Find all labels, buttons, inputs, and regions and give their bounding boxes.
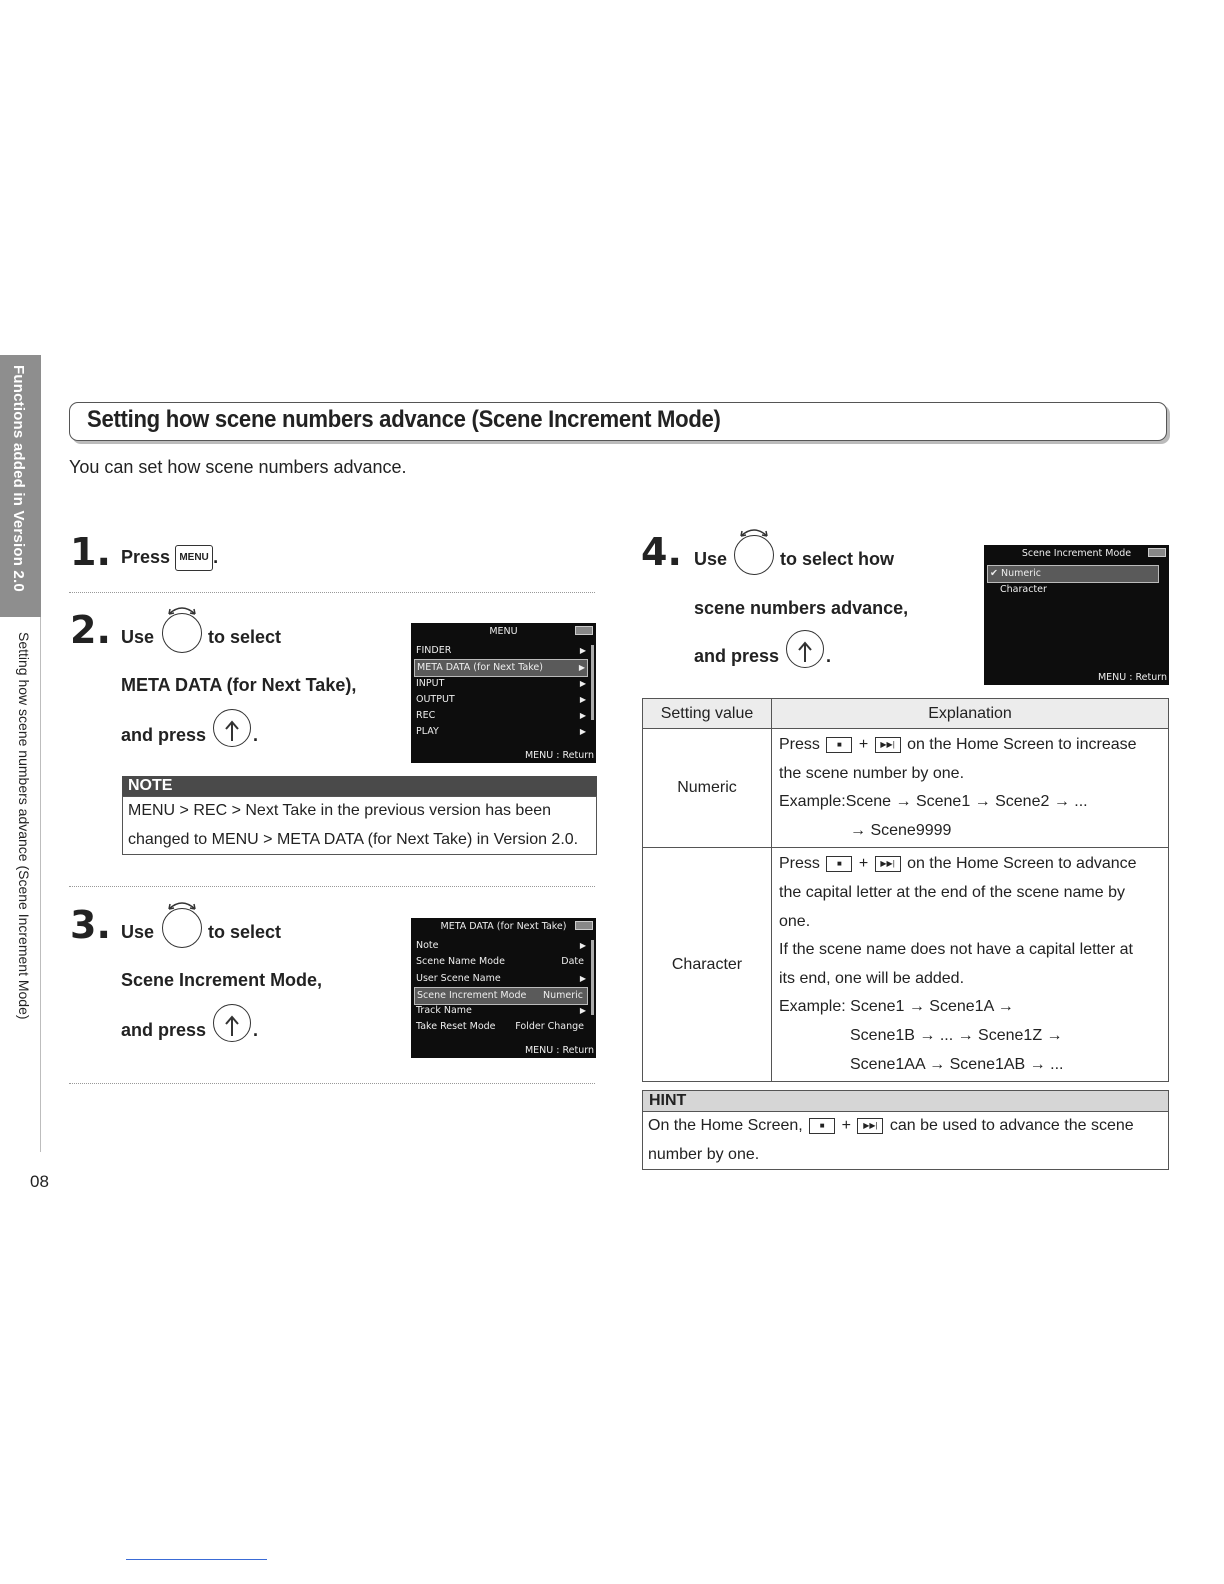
mode-row: Character — [1000, 584, 1047, 595]
page-title: Setting how scene numbers advance (Scene Increment Mode) — [87, 406, 721, 433]
step-3-use: Use — [121, 922, 155, 942]
step-4-to-select: to select how — [780, 549, 895, 569]
step-4-line2: scene numbers advance, — [694, 598, 909, 618]
dial-icon — [734, 535, 774, 575]
side-tab — [0, 355, 41, 617]
step-3-period: . — [253, 1020, 259, 1040]
note-heading: NOTE — [122, 776, 597, 796]
scrollbar — [591, 645, 594, 720]
press-dial-icon — [786, 630, 824, 668]
menu-screen-title: MENU — [489, 626, 518, 637]
dial-icon — [162, 613, 202, 653]
step-1-press-label: Press — [121, 546, 171, 567]
menu-row-selected: META DATA (for Next Take) ▶ — [414, 659, 588, 677]
meta-screen-footer: MENU : Return — [524, 1045, 594, 1056]
battery-icon — [1148, 548, 1166, 557]
step-3-and-press: and press — [121, 1020, 207, 1040]
ff-button-icon: ▶▶| — [875, 856, 901, 872]
side-tab-label: Functions added in Version 2.0 — [10, 365, 27, 592]
meta-row: Track Name ▶ — [416, 1005, 586, 1016]
footer-rule — [126, 1559, 267, 1560]
hint-text: On the Home Screen, ■ + ▶▶| can be used to advance the scene number by one. — [642, 1111, 1169, 1170]
menu-screen-footer: MENU : Return — [524, 750, 594, 761]
step-1-text — [121, 545, 218, 571]
menu-row: REC ▶ — [416, 710, 586, 721]
menu-row: PLAY ▶ — [416, 726, 586, 737]
step-2-number: 2. — [70, 608, 111, 652]
menu-row: FINDER ▶ — [416, 645, 586, 656]
hint-heading: HINT — [642, 1090, 1169, 1111]
menu-key-icon: MENU — [175, 545, 213, 571]
ff-button-icon: ▶▶| — [857, 1118, 883, 1134]
stop-button-icon: ■ — [826, 737, 852, 753]
step-2-use: Use — [121, 627, 155, 647]
hint-panel — [642, 1090, 1169, 1170]
meta-row-selected: Scene Increment Mode Numeric — [414, 987, 588, 1005]
table-cell-numeric: Numeric — [643, 729, 772, 848]
meta-row: User Scene Name ▶ — [416, 973, 586, 984]
meta-row: Take Reset Mode Folder Change — [416, 1021, 584, 1032]
mode-row-selected: ✔ Numeric — [987, 565, 1159, 583]
table-cell-numeric-explanation: Press ■ + ▶▶| on the Home Screen to increase the scene number by one. Example:Scene → Scene1 → Scene2 → ... → Scene9999 — [772, 729, 1169, 848]
table-cell-character-explanation: Press ■ + ▶▶| on the Home Screen to advance the capital letter at the end of the scene name by one. If the scene name does not have a capital letter at its end, one will be added. Example: Scene1 → Scene1A → Scene1B → ... → Scene1Z → Scene1AA → Scene1AB → ... — [772, 848, 1169, 1082]
note-text: MENU > REC > Next Take in the previous version has been changed to MENU > META DATA (for Next Take) in Version 2.0. — [122, 796, 597, 855]
settings-table — [642, 698, 1169, 1082]
meta-row: Scene Name Mode Date — [416, 956, 584, 967]
side-section-label: Setting how scene numbers advance (Scene Increment Mode) — [16, 632, 32, 1020]
menu-row: OUTPUT ▶ — [416, 694, 586, 705]
table-header-setting: Setting value — [643, 699, 772, 729]
step-divider — [69, 1083, 595, 1084]
note-panel — [122, 776, 597, 855]
side-divider — [40, 617, 41, 1152]
intro-text: You can set how scene numbers advance. — [69, 457, 407, 477]
table-row — [643, 848, 1169, 1082]
step-2-period: . — [253, 725, 259, 745]
step-divider — [69, 592, 595, 593]
table-row — [643, 729, 1169, 848]
stop-button-icon: ■ — [826, 856, 852, 872]
mode-screen-footer: MENU : Return — [1097, 672, 1167, 683]
press-dial-icon — [213, 709, 251, 747]
step-1-number: 1. — [70, 530, 111, 574]
step-4-and-press: and press — [694, 646, 780, 666]
menu-row: INPUT ▶ — [416, 678, 586, 689]
step-3-number: 3. — [70, 903, 111, 947]
step-4-use: Use — [694, 549, 728, 569]
step-2-to-select: to select — [208, 627, 282, 647]
step-2-and-press: and press — [121, 725, 207, 745]
step-3-item: Scene Increment Mode, — [121, 970, 323, 990]
step-divider — [69, 886, 595, 887]
meta-screen-title: META DATA (for Next Take) — [440, 921, 567, 932]
table-cell-character: Character — [643, 848, 772, 1082]
table-header-explanation: Explanation — [772, 699, 1169, 729]
mode-screen-title: Scene Increment Mode — [1021, 548, 1132, 559]
step-4-period: . — [826, 646, 832, 666]
dial-icon — [162, 908, 202, 948]
stop-button-icon: ■ — [809, 1118, 835, 1134]
ff-button-icon: ▶▶| — [875, 737, 901, 753]
mode-screen — [984, 545, 1169, 685]
step-4-number: 4. — [641, 530, 682, 574]
step-3-to-select: to select — [208, 922, 282, 942]
battery-icon — [575, 626, 593, 635]
press-dial-icon — [213, 1004, 251, 1042]
step-1-period: . — [213, 546, 219, 567]
meta-row: Note ▶ — [416, 940, 586, 951]
step-2-item: META DATA (for Next Take), — [121, 675, 357, 695]
page-number: 08 — [30, 1172, 49, 1191]
menu-screen — [411, 623, 596, 763]
scrollbar — [591, 940, 594, 1015]
meta-screen — [411, 918, 596, 1058]
battery-icon — [575, 921, 593, 930]
